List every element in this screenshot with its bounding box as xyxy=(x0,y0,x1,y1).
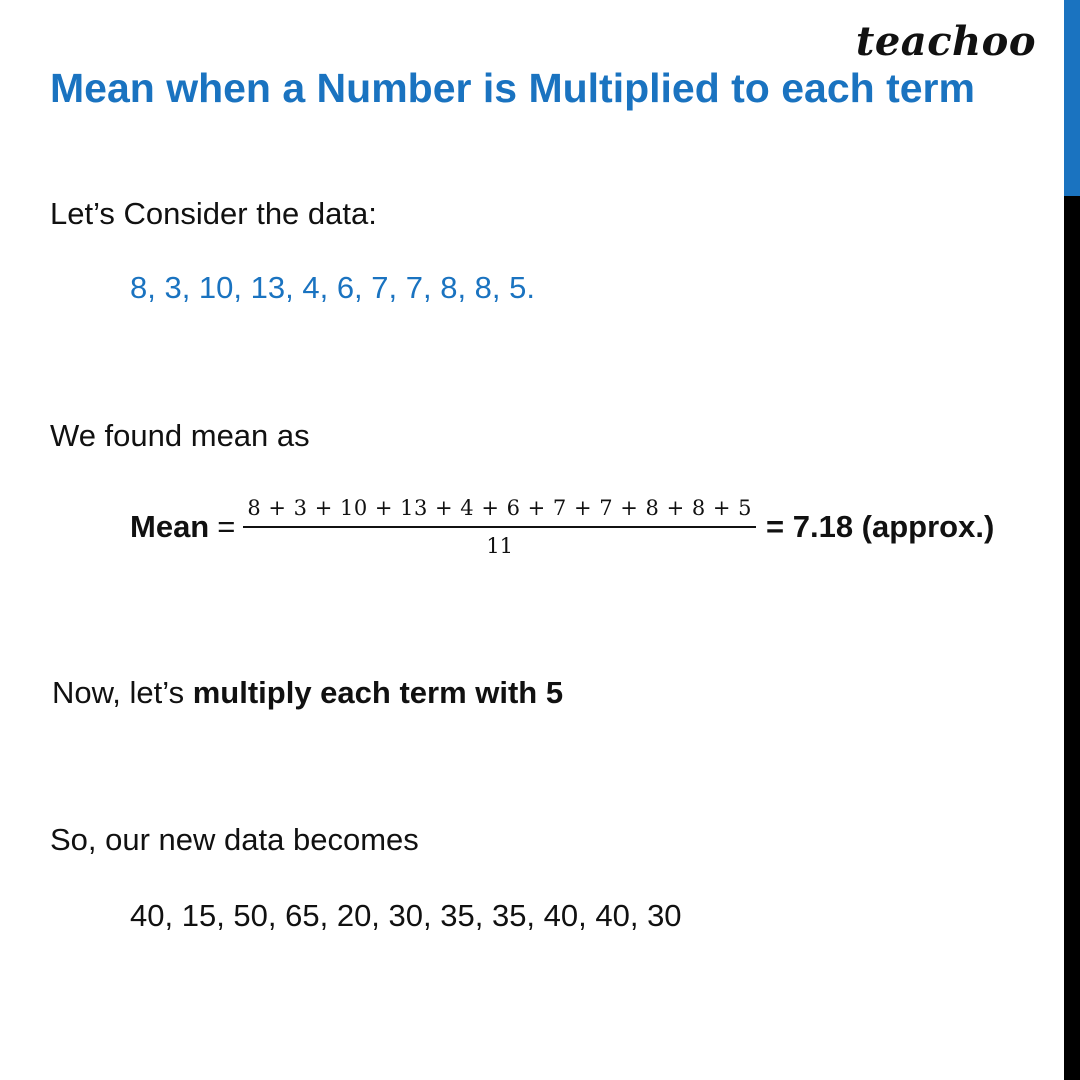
teachoo-logo: teachoo xyxy=(855,18,1036,65)
page-title: Mean when a Number is Multiplied to each term xyxy=(50,65,975,111)
right-edge-accent xyxy=(1064,0,1080,196)
mean-result: = 7.18 (approx.) xyxy=(766,509,995,544)
fraction-numerator: 8 + 3 + 10 + 13 + 4 + 6 + 7 + 7 + 8 + 8 + 5 xyxy=(247,496,753,520)
fraction-denominator: 11 xyxy=(486,534,514,558)
multiply-instruction xyxy=(52,673,563,713)
intro-text: Let’s Consider the data: xyxy=(50,196,377,231)
new-data-intro: So, our new data becomes xyxy=(50,822,419,857)
original-data: 8, 3, 10, 13, 4, 6, 7, 7, 8, 8, 5. xyxy=(130,270,535,305)
mean-formula xyxy=(130,496,994,558)
mean-label: Mean xyxy=(130,509,210,544)
multiply-emphasis: multiply each term with 5 xyxy=(192,675,564,710)
right-edge-bar xyxy=(1064,0,1080,1080)
equals-sign: = xyxy=(217,509,236,544)
mean-fraction xyxy=(243,496,756,558)
found-mean-text: We found mean as xyxy=(50,418,310,453)
multiply-prefix: Now, let’s xyxy=(52,675,193,710)
new-data: 40, 15, 50, 65, 20, 30, 35, 35, 40, 40, 30 xyxy=(130,898,682,933)
